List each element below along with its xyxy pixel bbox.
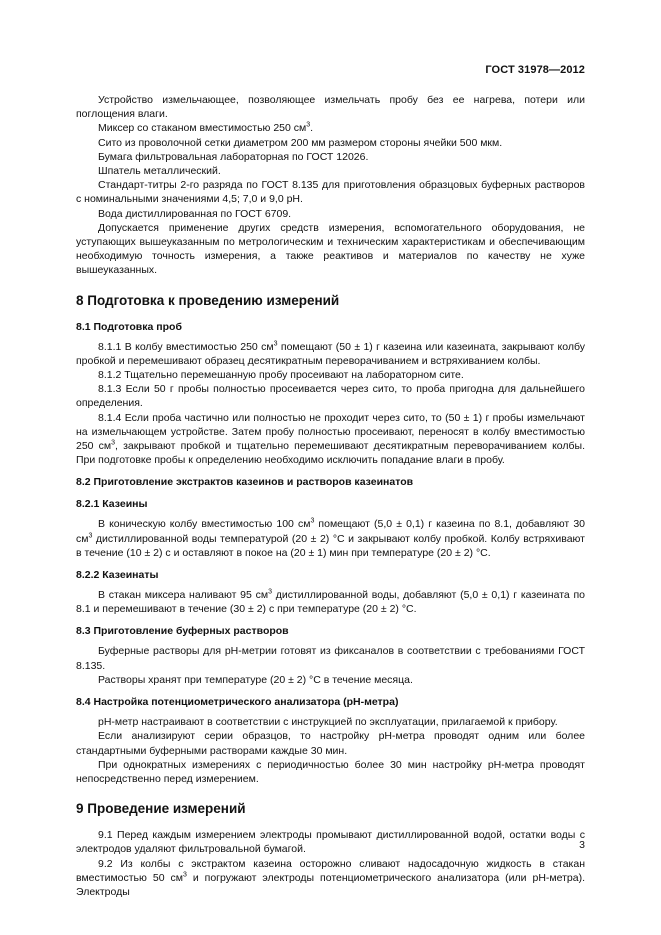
paragraph: Стандарт-титры 2-го разряда по ГОСТ 8.135 для приготовления образцовых буферных растворов с номинальными значениями 4,5; 7,0 и 9,0 pH.: [76, 179, 585, 206]
document-standard-id: ГОСТ 31978—2012: [485, 64, 585, 76]
paragraph: Сито из проволочной сетки диаметром 200 мм размером стороны ячейки 500 мкм.: [98, 136, 503, 149]
paragraph: В стакан миксера наливают 95 $см^3$ дистиллированной воды, добавляют (5,0 ± 0,1) г казеината по 8.1 и перемешивают в течение (30 ± 2) с при температуре (20 ± 2) °С.: [76, 588, 585, 616]
paragraph: Миксер со стаканом вместимостью 250 $см^3$.: [98, 121, 314, 135]
paragraph: При однократных измерениях с периодичностью более 30 мин настройку pH-метра проводят непосредственно перед измерением.: [76, 758, 585, 785]
paragraph: Шпатель металлический.: [98, 165, 221, 178]
paragraph: 8.1.1 В колбу вместимостью 250 $см^3$ помещают (50 ± 1) г казеина или казеината, закрывают колбу пробкой и перемешивают образец десятикратным переворачиванием и встряхиванием колбы.: [76, 340, 585, 367]
paragraph: Буферные растворы для pH-метрии готовят из фиксаналов в соответствии с требованиями ГОСТ 8.135.: [76, 645, 585, 672]
paragraph: 9.2 Из колбы с экстрактом казеина осторожно сливают надосадочную жидкость в стакан вместимостью 50 $см^3$ и погружают электроды потенциометрического анализатора (или pH-метра). Электроды: [76, 857, 586, 898]
subsection-heading: 8.1 Подготовка проб: [76, 320, 182, 333]
subsection-heading: 8.2.2 Казеинаты: [76, 569, 159, 582]
paragraph: Вода дистиллированная по ГОСТ 6709.: [98, 207, 292, 220]
page-number: 3: [579, 839, 585, 851]
paragraph: Растворы хранят при температуре (20 ± 2) °С в течение месяца.: [98, 673, 413, 686]
subsection-heading: 8.4 Настройка потенциометрического анализатора (pH-метра): [76, 696, 399, 709]
subsection-heading: 8.3 Приготовление буферных растворов: [76, 625, 289, 638]
section-heading: 9 Проведение измерений: [76, 801, 246, 817]
paragraph: В коническую колбу вместимостью 100 $см^3$ помещают (5,0 ± 0,1) г казеина по 8.1, добавляют 30 $см^3$ дистиллированной воды температурой (20 ± 2) °С и закрывают колбу пробкой. Колбу встряхивают в течение (10 ± 2) с и оставляют в покое на (20 ± 1) мин при температуре (20 ± 2) °С.: [76, 517, 586, 559]
paragraph: Если анализируют серии образцов, то настройку pH-метра проводят одним или более стандартными буферными растворами каждые 30 мин.: [76, 730, 585, 757]
paragraph: Устройство измельчающее, позволяющее измельчать пробу без ее нагрева, потери или поглощения влаги.: [76, 94, 585, 121]
section-heading: 8 Подготовка к проведению измерений: [76, 292, 340, 308]
paragraph: 8.1.2 Тщательно перемешанную пробу просеивают на лабораторном сите.: [98, 369, 464, 382]
subsection-heading: 8.2 Приготовление экстрактов казеинов и растворов казеинатов: [76, 476, 414, 489]
document-body: [76, 93, 585, 899]
paragraph: 8.1.3 Если 50 г пробы полностью просеивается через сито, то проба пригодна для дальнейшего определения.: [76, 383, 585, 410]
paragraph: 9.1 Перед каждым измерением электроды промывают дистиллированной водой, остатки воды с электродов удаляют фильтровальной бумагой.: [76, 829, 585, 856]
paragraph: Допускается применение других средств измерения, вспомогательного оборудования, не уступающих вышеуказанным по метрологическим и техническим характеристикам и обеспечивающим необходимую точность измерения, а также реактивов и материалов по качеству не хуже вышеуказанных.: [76, 221, 585, 277]
paragraph: 8.1.4 Если проба частично или полностью не проходит через сито, то (50 ± 1) г пробы измельчают на измельчающем устройстве. Затем пробу полностью просеивают, переносят в колбу вместимостью 250 $см^3$, закрывают пробкой и тщательно перемешивают десятикратным переворачиванием колбы. При подготовке пробы к определению необходимо исключить попадание влаги в пробу.: [76, 411, 586, 467]
subsection-heading: 8.2.1 Казеины: [76, 498, 148, 511]
paragraph: pH-метр настраивают в соответствии с инструкцией по эксплуатации, прилагаемой к прибору.: [98, 716, 558, 729]
paragraph: Бумага фильтровальная лабораторная по ГОСТ 12026.: [98, 150, 369, 163]
